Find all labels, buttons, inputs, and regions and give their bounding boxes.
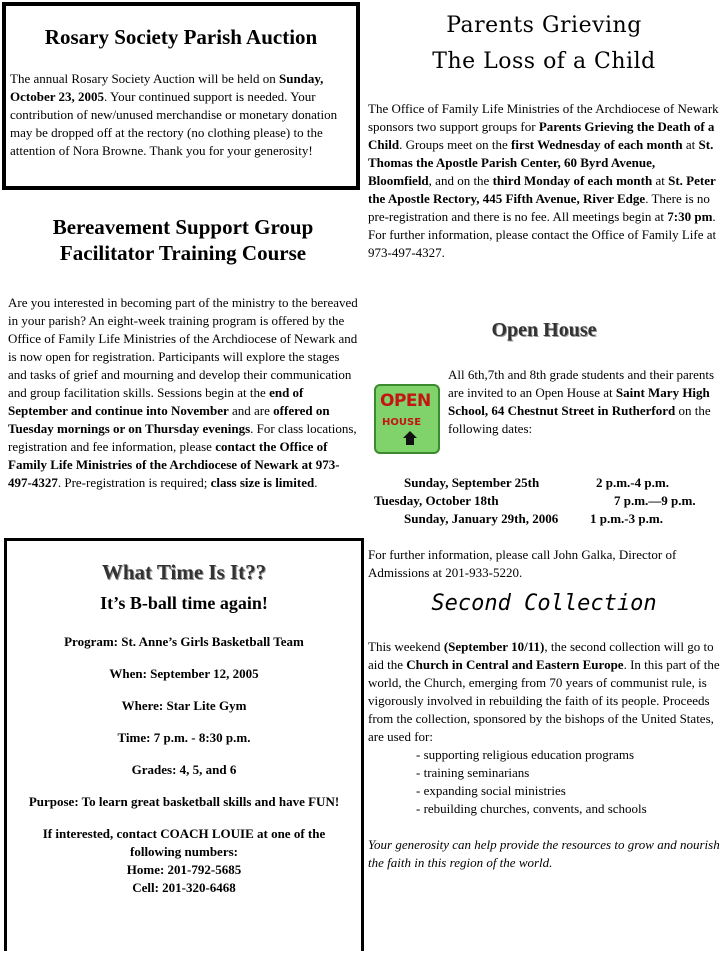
basketball-contact: If interested, contact COACH LOUIE at one of the following numbers: [42, 826, 326, 859]
list-item: - supporting religious education programs [416, 747, 635, 762]
grieving-bold-3: St. Thomas the Apostle Parish Center, 60 Byrd Avenue, Bloomfield [368, 137, 714, 188]
bereavement-text-1: Are you interested in becoming part of the ministry to the bereaved in your parish? An eight-week training program is offered by the Office of Family Life Ministries of the Archdiocese of Newark and is now open for registration. Participants will explore the stages and tasks of grief and mourning and develop their communication and group facilitation skills. Sessions begin at the [8, 295, 358, 400]
second-collection-list [368, 746, 720, 818]
openhouse-date-row [368, 510, 720, 528]
bereavement-bold-1: end of September and continue into November [8, 385, 304, 418]
openhouse-title: Open House [491, 319, 597, 341]
grieving-text-4: , and on the [428, 173, 493, 188]
basketball-time: Time: 7 p.m. - 8:30 p.m. [117, 730, 251, 745]
grieving-text-5: at [652, 173, 669, 188]
bereavement-section [8, 214, 358, 492]
basketball-purpose: Purpose: To learn great basketball skills and have FUN! [28, 794, 340, 809]
second-text-1: This weekend [368, 639, 444, 654]
auction-text-2: . Your continued support is needed. Your contribution of new/unused merchandise or monetary donation may be dropped off at the rectory (no clothing please) to the attention of Nora Browne. Thank you for your generosity! [10, 89, 338, 158]
bereavement-text-2: and are [228, 403, 274, 418]
grieving-title-line-2: The Loss of a Child [432, 49, 656, 74]
basketball-home-phone: Home: 201-792-5685 [126, 862, 242, 877]
openhouse-date-row [368, 492, 720, 510]
list-item: - rebuilding churches, convents, and schools [416, 801, 647, 816]
bereavement-text-3: . For class locations, registration and fee information, please [8, 421, 357, 454]
grieving-bold-4: third Monday of each month [492, 173, 653, 188]
grieving-section [368, 8, 720, 262]
grieving-text-3: at [682, 137, 699, 152]
bereavement-bold-3: contact the Office of Family Life Ministries of the Archdiocese of Newark at 973-497-4327 [8, 439, 340, 490]
second-collection-text [368, 638, 720, 746]
basketball-grades: Grades: 4, 5, and 6 [131, 762, 237, 777]
grieving-bold-5: St. Peter the Apostle Rectory, 445 Fifth Avenue, River Edge [368, 173, 716, 206]
bereavement-text [8, 294, 358, 492]
basketball-program: Program: St. Anne’s Girls Basketball Team [64, 634, 304, 649]
open-house-logo-word-1: OPEN [380, 391, 431, 411]
openhouse-text [448, 366, 718, 438]
basketball-box [4, 538, 364, 951]
basketball-when: When: September 12, 2005 [109, 666, 259, 681]
openhouse-dates [368, 474, 720, 528]
bereavement-text-5: . [314, 475, 318, 490]
openhouse-text-2: on the following dates: [448, 403, 711, 436]
openhouse-date-time: 7 p.m.—9 p.m. [614, 493, 696, 508]
openhouse-location: Saint Mary High School, 64 Chestnut Street in Rutherford [448, 385, 710, 418]
bereavement-text-4: . Pre-registration is required; [57, 475, 211, 490]
list-item: - training seminarians [416, 765, 530, 780]
bereavement-bold-4: class size is limited [210, 475, 315, 490]
openhouse-info: For further information, please call John Galka, Director of Admissions at 201-933-5220. [368, 547, 677, 580]
basketball-cell-phone: Cell: 201-320-6468 [132, 880, 236, 895]
list-item: - expanding social ministries [416, 783, 566, 798]
openhouse-text-1: All 6th,7th and 8th grade students and their parents are invited to an Open House at [448, 367, 715, 400]
grieving-bold-2: first Wednesday of each month [511, 137, 683, 152]
second-bold-2: Church in Central and Eastern Europe [406, 657, 624, 672]
second-bold-1: (September 10/11) [443, 639, 545, 654]
openhouse-date-time: 1 p.m.-3 p.m. [590, 511, 663, 526]
auction-box [2, 2, 360, 190]
second-collection-title: Second Collection [431, 591, 657, 616]
grieving-text-6: . There is no pre-registration and there is no fee. All meetings begin at [368, 191, 710, 224]
auction-text [10, 70, 352, 160]
second-text-2: , the second collection will go to aid the [368, 639, 714, 672]
grieving-text-1: The Office of Family Life Ministries of the Archdiocese of Newark sponsors two support groups for [368, 101, 719, 134]
grieving-text-2: . Groups meet on the [399, 137, 511, 152]
bereavement-title: Bereavement Support Group Facilitator Training Course [52, 215, 314, 265]
openhouse-date-day: Sunday, January 29th, 2006 [404, 511, 559, 526]
openhouse-date-row [368, 474, 720, 492]
second-text-3: . In this part of the world, the Church, emerging from 70 years of communist rule, is vigorously involved in rebuilding the faith of its people. Proceeds from the collection, sponsored by the bishops of the United States, are used for: [368, 657, 720, 744]
basketball-title: What Time Is It?? [101, 560, 267, 584]
grieving-bold-6: 7:30 pm [667, 209, 713, 224]
grieving-title-line-1: Parents Grieving [446, 13, 642, 38]
open-house-logo [374, 384, 440, 454]
auction-text-1: The annual Rosary Society Auction will be held on [10, 71, 279, 86]
openhouse-date-day: Sunday, September 25th [404, 475, 540, 490]
grieving-bold-1: Parents Grieving the Death of a Child [368, 119, 715, 152]
auction-title: Rosary Society Parish Auction [44, 25, 318, 49]
second-collection-closing: Your generosity can help provide the resources to grow and nourish the faith in this region of the world. [368, 837, 720, 870]
bereavement-bold-2: offered on Tuesday mornings or on Thursday evenings [8, 403, 330, 436]
grieving-text-7: . For further information, please contact the Office of Family Life at 973-497-4327. [368, 209, 717, 260]
auction-date: Sunday, October 23, 2005 [10, 71, 324, 104]
second-collection-section [368, 638, 720, 872]
basketball-subtitle: It’s B-ball time again! [100, 593, 268, 613]
house-icon [402, 430, 418, 446]
grieving-text [368, 100, 720, 262]
openhouse-date-time: 2 p.m.-4 p.m. [596, 475, 669, 490]
openhouse-date-day: Tuesday, October 18th [374, 493, 499, 508]
open-house-logo-word-2: HOUSE [382, 417, 422, 428]
basketball-where: Where: Star Lite Gym [121, 698, 247, 713]
